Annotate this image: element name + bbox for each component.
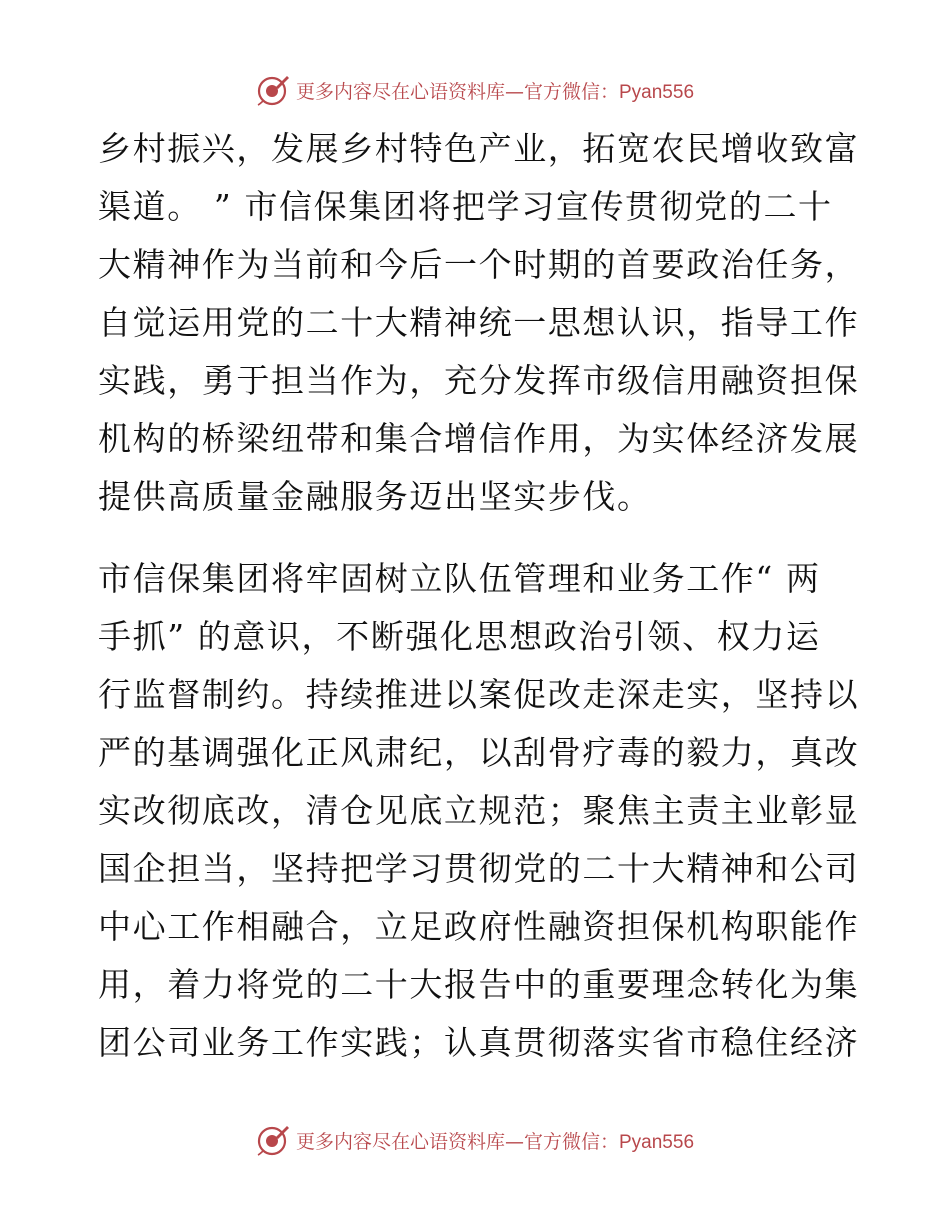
text-line: 大精神作为当前和今后一个时期的首要政治任务， (98, 245, 860, 284)
text-line: 严的基调强化正风肃纪，以刮骨疗毒的毅力，真改 (98, 733, 860, 772)
footer-banner (0, 1122, 950, 1158)
text-line: 用，着力将党的二十大报告中的重要理念转化为集 (98, 965, 860, 1004)
paragraph-spacer (98, 526, 858, 550)
pen-logo-icon (256, 73, 290, 107)
header-banner (0, 72, 950, 108)
footer-banner-text: 更多内容尽在心语资料库—官方微信：Pyan556 (295, 1130, 695, 1153)
text-line: 实改彻底改，清仓见底立规范；聚焦主责主业彰显 (98, 791, 860, 830)
text-line: 提供高质量金融服务迈出坚实步伐。 (98, 477, 652, 516)
paragraph-1 (98, 120, 858, 526)
header-banner-text: 更多内容尽在心语资料库—官方微信：Pyan556 (295, 80, 695, 103)
text-line: 中心工作相融合，立足政府性融资担保机构职能作 (98, 907, 860, 946)
text-line: 市信保集团将牢固树立队伍管理和业务工作“ 两 (98, 559, 821, 598)
text-line: 乡村振兴，发展乡村特色产业，拓宽农民增收致富 (98, 129, 860, 168)
text-line: 团公司业务工作实践；认真贯彻落实省市稳住经济 (98, 1023, 860, 1062)
text-line: 手抓” 的意识，不断强化思想政治引领、权力运 (98, 617, 821, 656)
pen-logo-icon (256, 1123, 290, 1157)
text-line: 行监督制约。持续推进以案促改走深走实，坚持以 (98, 675, 860, 714)
paragraph-2 (98, 550, 858, 1072)
document-body (98, 120, 858, 1072)
text-line: 实践，勇于担当作为，充分发挥市级信用融资担保 (98, 361, 860, 400)
text-line: 机构的桥梁纽带和集合增信作用，为实体经济发展 (98, 419, 860, 458)
text-line: 渠道。 ” 市信保集团将把学习宣传贯彻党的二十 (98, 187, 833, 226)
text-line: 自觉运用党的二十大精神统一思想认识，指导工作 (98, 303, 860, 342)
text-line: 国企担当，坚持把学习贯彻党的二十大精神和公司 (98, 849, 860, 888)
